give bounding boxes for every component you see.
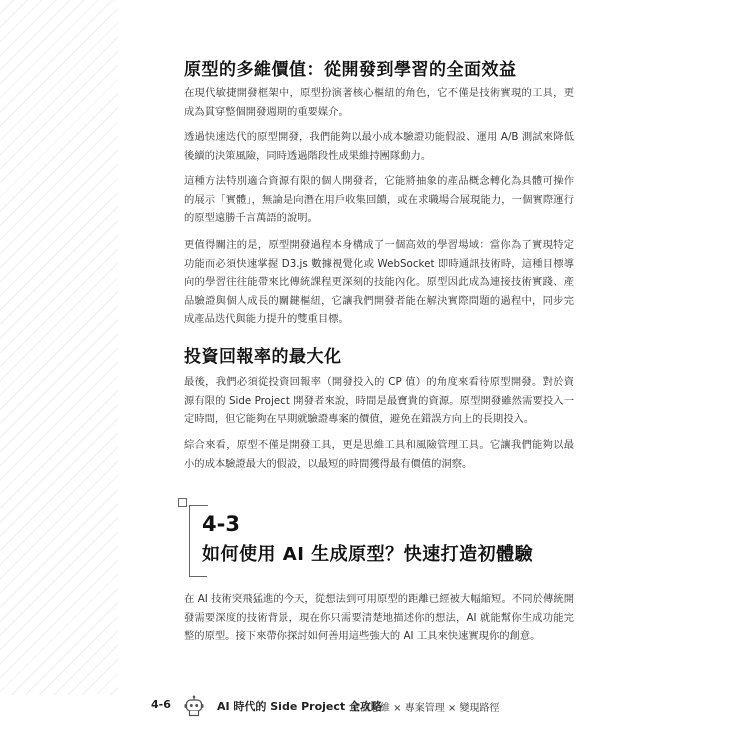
section-heading-multi-value: 原型的多維價值：從開發到學習的全面效益 bbox=[184, 60, 517, 80]
robot-icon bbox=[183, 695, 205, 717]
chapter-heading-block bbox=[178, 498, 578, 584]
paragraph: 在現代敏捷開發框架中，原型扮演著核心樞紐的角色，它不僅是技術實現的工具，更成為貫穿整個開發週期的重要媒介。 bbox=[184, 87, 574, 118]
corner-square-icon bbox=[178, 498, 187, 507]
paragraph: 更值得關注的是，原型開發過程本身構成了一個高效的學習場域：當你為了實現特定功能而必須快速掌握 D3.js 數據視覺化或 WebSocket 即時通訊技術時，這種目標導向的學習往往能帶來比傳統課程更深刻的技能內化。原型因此成為連接技術實踐、產品驗證與個人成長的關鍵樞紐，它讓我們開發者能在解決實際問題的過程中，同步完成產品迭代與能力提升的雙重目標。 bbox=[184, 239, 574, 326]
paragraph: 綜合來看，原型不僅是開發工具，更是思維工具和風險管理工具。它讓我們能夠以最小的成本驗證最大的假設，以最短的時間獲得最有價值的洞察。 bbox=[184, 439, 574, 470]
chapter-number: 4-3 bbox=[202, 512, 240, 536]
page-footer bbox=[0, 694, 750, 718]
paragraph: 透過快速迭代的原型開發，我們能夠以最小成本驗證功能假設、運用 A/B 測試來降低後續的決策風險，同時透過階段性成果維持團隊動力。 bbox=[184, 131, 574, 162]
bracket-line bbox=[189, 505, 190, 577]
decorative-stripe-margin bbox=[0, 0, 118, 695]
section-heading-roi: 投資回報率的最大化 bbox=[184, 347, 342, 367]
book-subtitle: 產品思維 × 專案管理 × 變現路徑 bbox=[350, 703, 500, 714]
paragraph: 在 AI 技術突飛猛進的今天，從想法到可用原型的距離已經被大幅縮短。不同於傳統開發需要深度的技術背景，現在你只需要清楚地描述你的想法，AI 就能幫你生成功能完整的原型。接下來帶你探討如何善用這些強大的 AI 工具來快速實現你的創意。 bbox=[184, 593, 574, 643]
page-number: 4-6 bbox=[151, 698, 171, 711]
bracket-line bbox=[190, 505, 208, 506]
paragraph: 最後，我們必須從投資回報率（開發投入的 CP 值）的角度來看待原型開發。對於資源有限的 Side Project 開發者來說，時間是最寶貴的資源。原型開發雖然需要投入一定時間，但它能夠在早期就驗證專案的價值，避免在錯誤方向上的長期投入。 bbox=[184, 376, 574, 426]
chapter-title: 如何使用 AI 生成原型？快速打造初體驗 bbox=[202, 544, 534, 565]
book-title: AI 時代的 Side Project 全攻略 bbox=[217, 700, 383, 713]
bracket-line bbox=[189, 576, 207, 577]
paragraph: 這種方法特別適合資源有限的個人開發者，它能將抽象的產品概念轉化為具體可操作的展示「實體」，無論是向潛在用戶收集回饋，或在求職場合展現能力，一個實際運行的原型遠勝千言萬語的說明。 bbox=[184, 175, 574, 225]
